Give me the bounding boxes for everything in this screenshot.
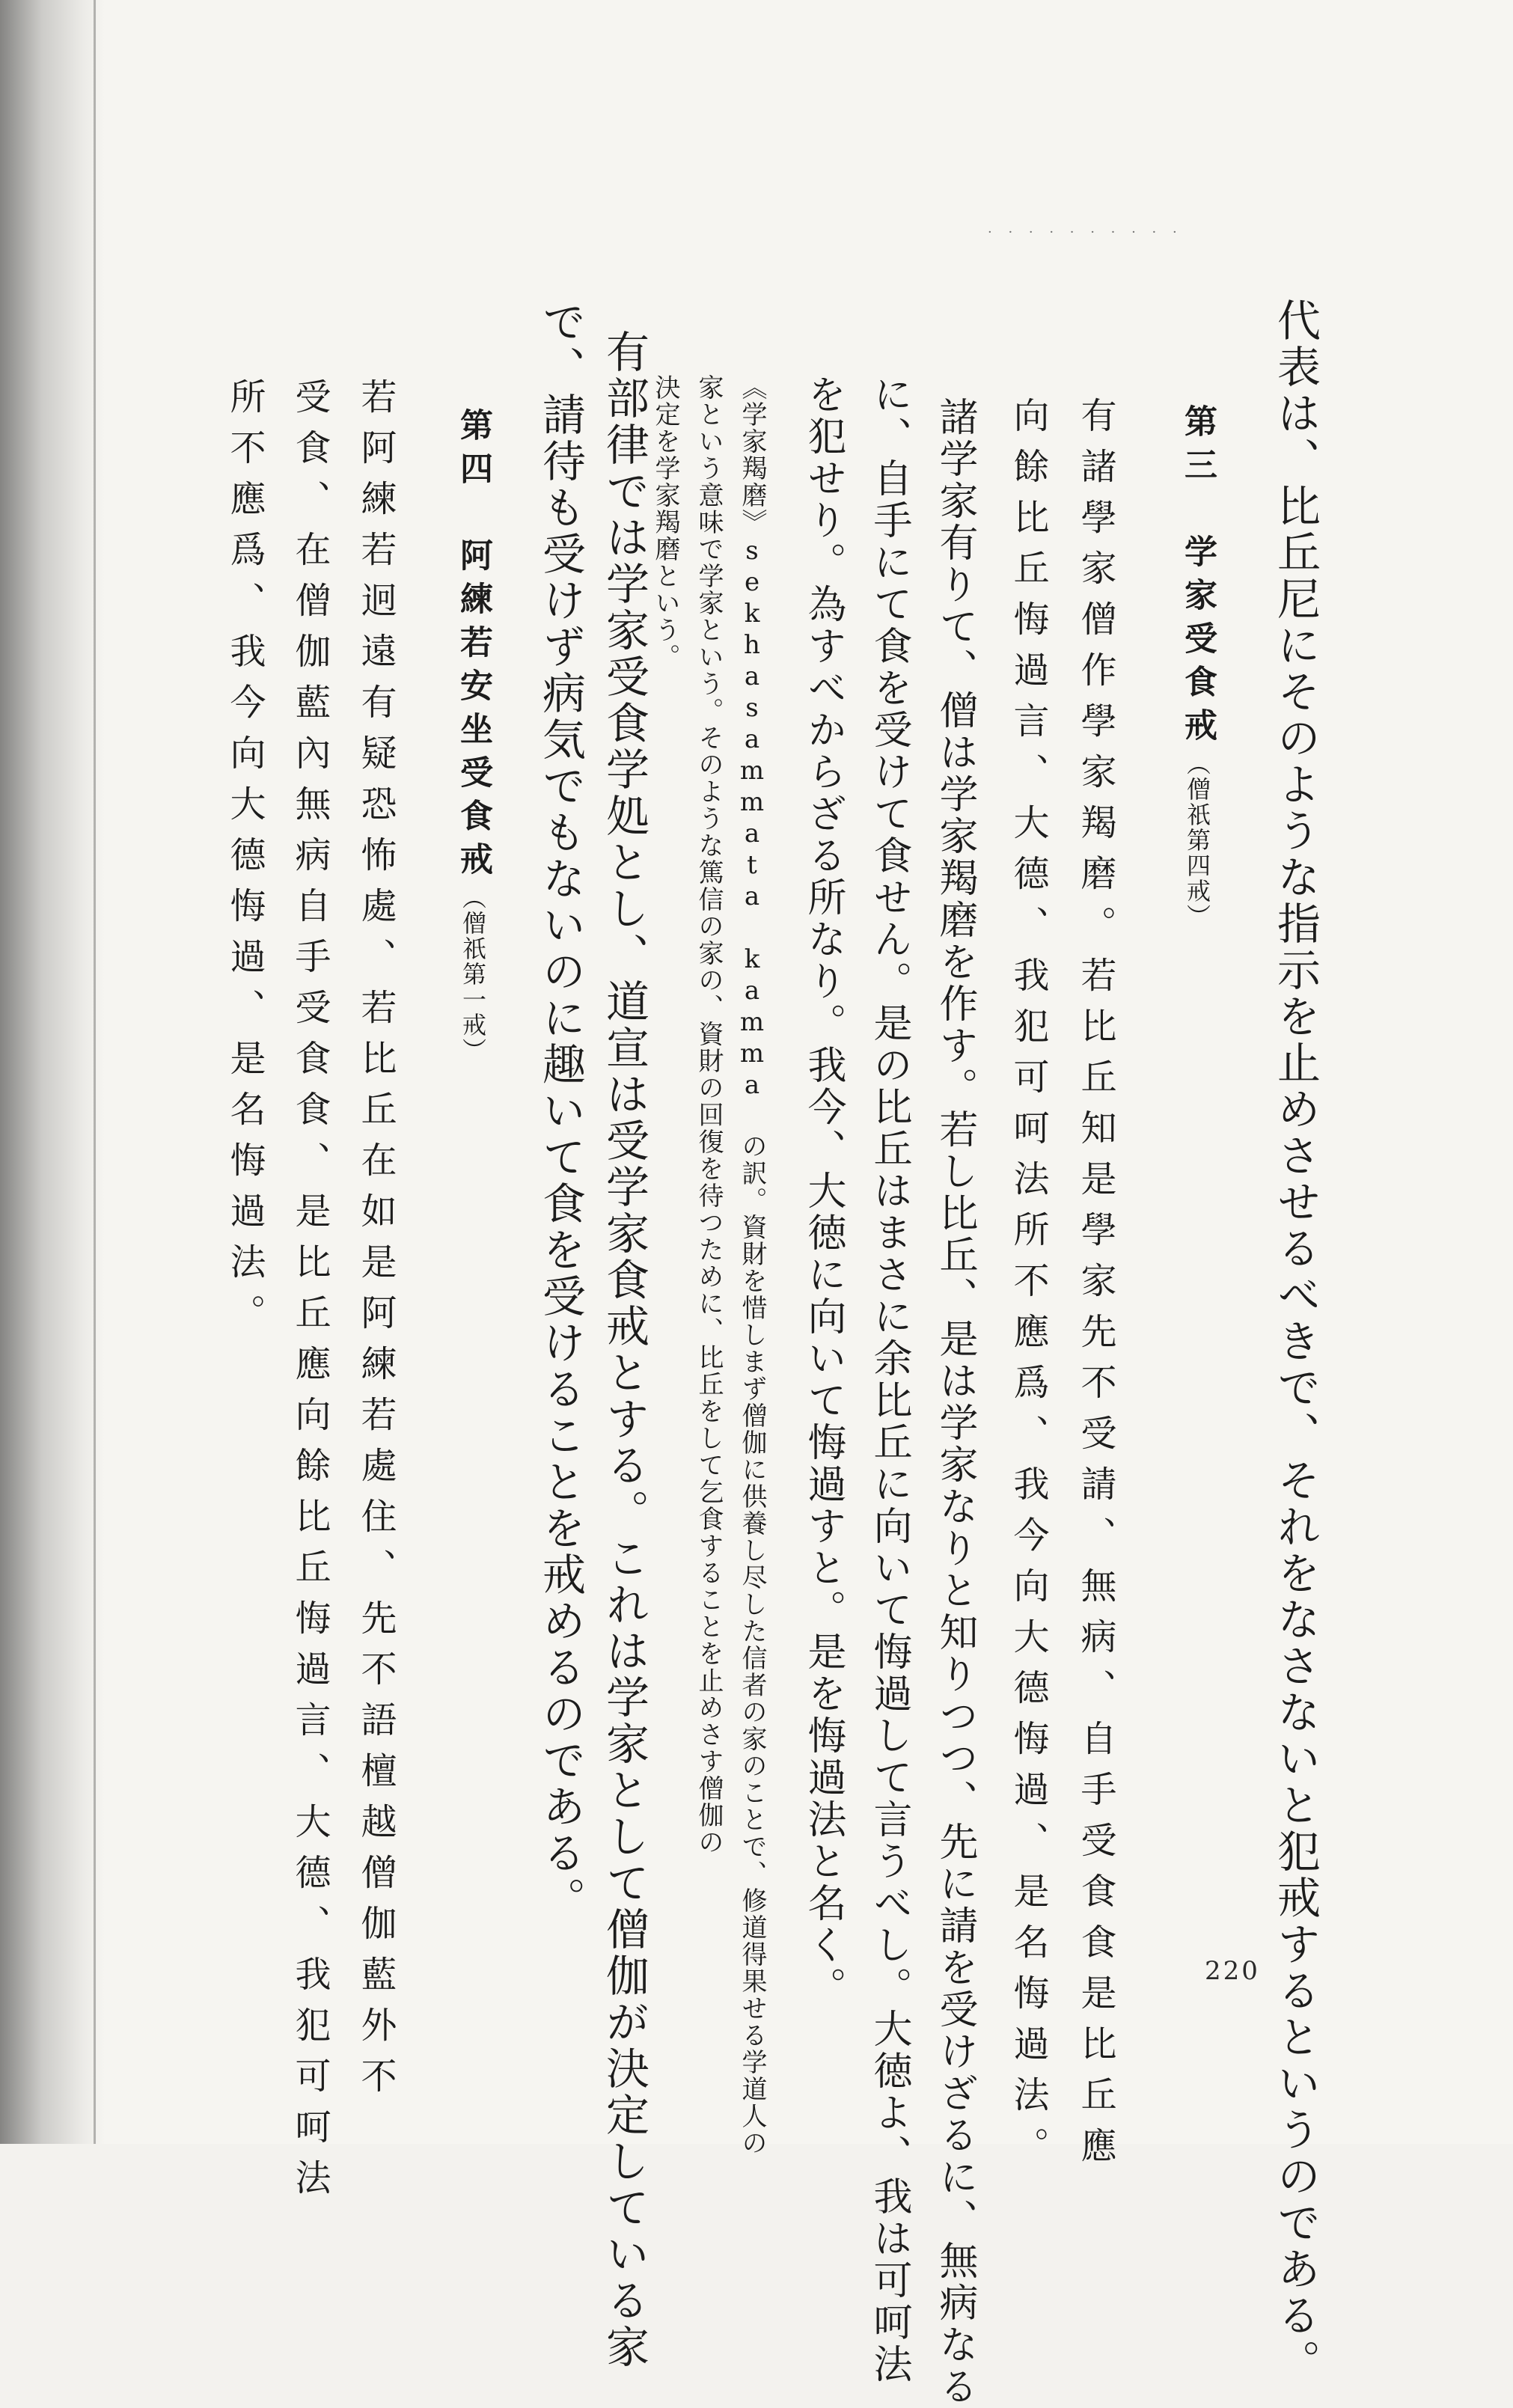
kanbun-line: 所不應爲、我今向大德悔過、是名悔過法。 bbox=[224, 378, 266, 1345]
page-edge bbox=[94, 0, 96, 2144]
note-line: 《学家羯磨》sekhasammata kamma の訳。資財を惜しまず僧伽に供養し尽した信者の家のことで、修道得果せる学道人の bbox=[737, 374, 767, 2157]
scan-speckle: · · · · · · · · · · bbox=[988, 224, 1183, 240]
text-line: を犯せり。為すべからざる所なり。我今、大徳に向いて悔過すと。是を悔過法と名く。 bbox=[801, 374, 846, 2008]
page-number: 220 bbox=[1205, 1956, 1260, 1986]
section-heading-source: （僧祇第一戒） bbox=[459, 885, 487, 1063]
text-line: 代表は、比丘尼にそのような指示を止めさせるべきで、それをなさないと犯戒するというのである。 bbox=[1270, 298, 1321, 2386]
text-line: 有部律では学家受食学処とし、道宣は受学家食戒とする。これは学家として僧伽が決定している家 bbox=[599, 329, 649, 2371]
binding-shadow bbox=[0, 0, 105, 2144]
kanbun-line: 向餘比丘悔過言、大德、我犯可呵法所不應爲、我今向大德悔過、是名悔過法。 bbox=[1007, 397, 1049, 2178]
kanbun-line: 若阿練若迥遠有疑恐怖處、若比丘在如是阿練若處住、先不語檀越僧伽藍外不 bbox=[355, 378, 397, 2108]
text-line: に、自手にて食を受けて食せん。是の比丘はまさに余比丘に向いて悔過して言うべし。大徳よ、我は可呵法 bbox=[866, 374, 911, 2386]
section-heading-title: 第四 阿練若安坐受食戒 bbox=[454, 408, 492, 885]
kanbun-line: 有諸學家僧作學家羯磨。若比丘知是學家先不受請、無病、自手受食食是比丘應 bbox=[1075, 397, 1116, 2178]
section-heading bbox=[1179, 404, 1217, 929]
note-line: 家という意味で学家という。そのような篤信の家の、資財の回復を待つために、比丘をして乞食することを止めさす僧伽の bbox=[694, 374, 724, 1856]
text-line: 諸学家有りて、僧は学家羯磨を作す。若し比丘、是は学家なりと知りつつ、先に請を受けざるに、無病なる bbox=[932, 397, 977, 2408]
kanbun-line: 受食、在僧伽藍內無病自手受食食、是比丘應向餘比丘悔過言、大德、我犯可呵法 bbox=[289, 378, 331, 2210]
note-line: 決定を学家羯磨という。 bbox=[650, 374, 680, 670]
section-heading bbox=[454, 408, 492, 1063]
text-line: で、請待も受けず病気でもないのに趣いて食を受けることを戒めるのである。 bbox=[535, 299, 586, 1923]
section-heading-source: （僧祇第四戒） bbox=[1183, 751, 1211, 929]
section-heading-title: 第三 学家受食戒 bbox=[1179, 404, 1217, 751]
